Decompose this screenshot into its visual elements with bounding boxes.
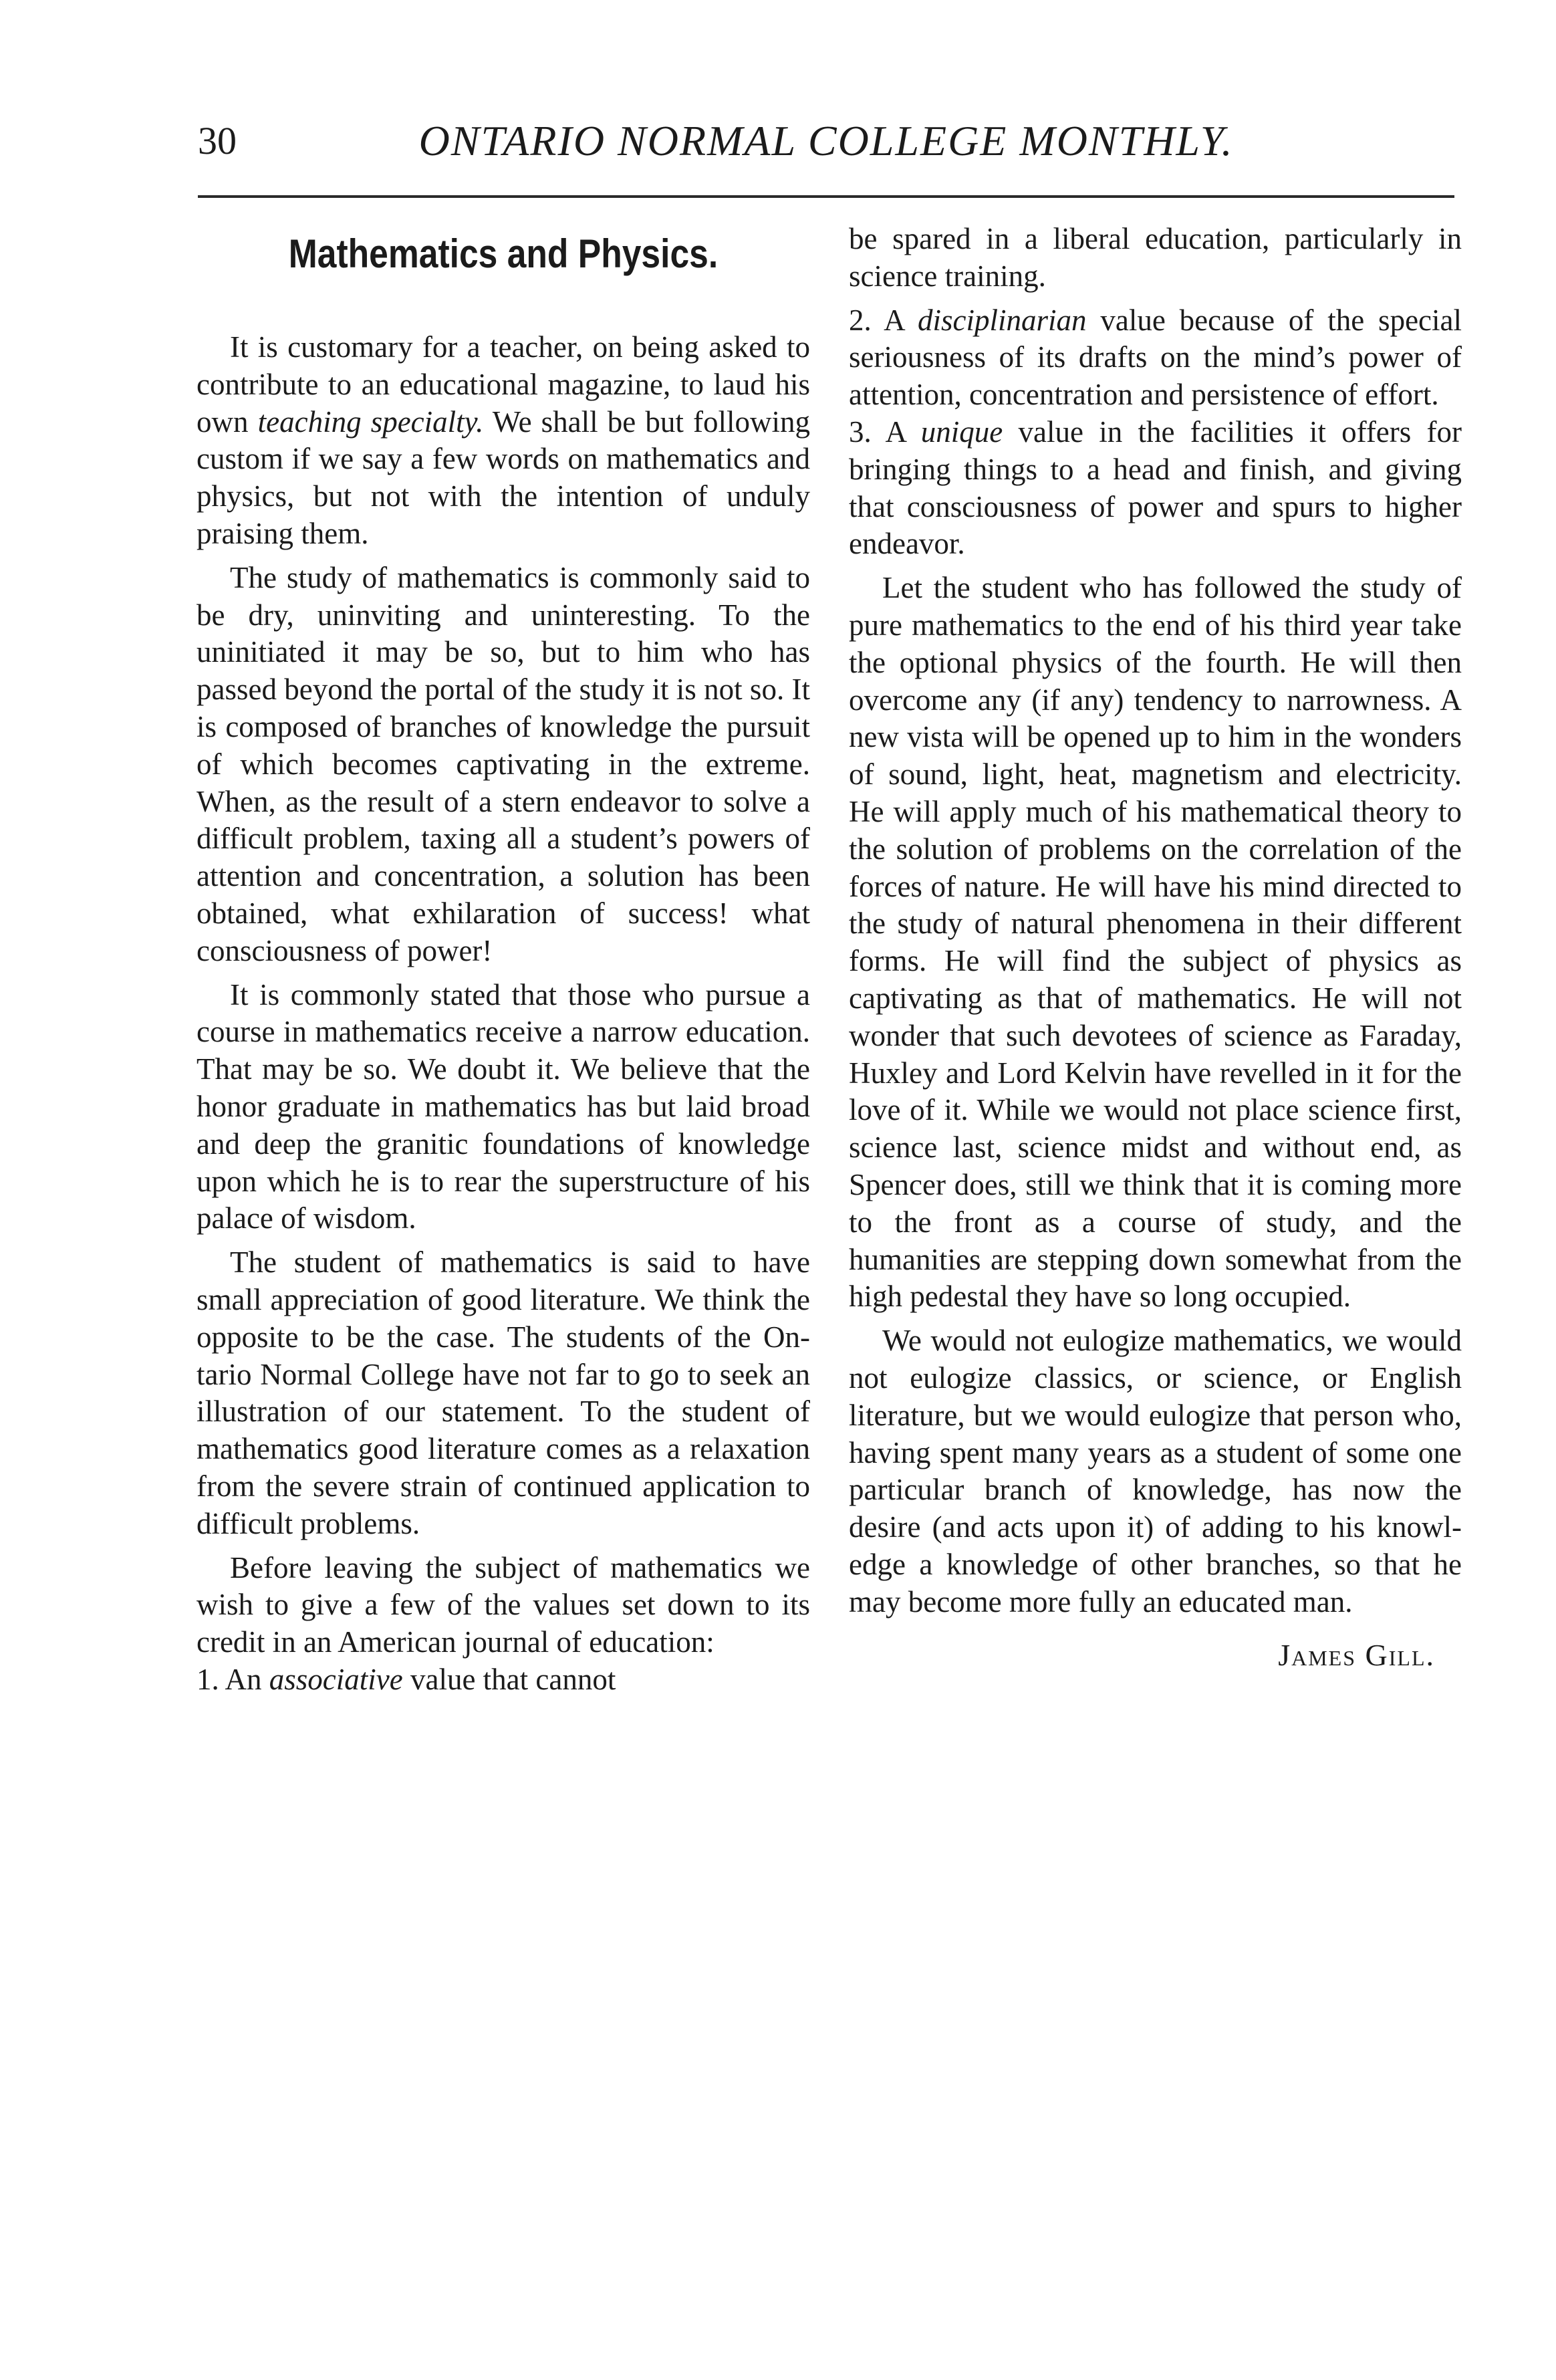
header-rule (198, 195, 1454, 198)
article-title: Mathematics and Physics. (288, 231, 719, 276)
paragraph: Let the student who has followed the study of pure mathematics to the end of his third year take the optional physics of the fourth. He will then overcome any (if any) tendency to narrowness. A new vista will be opened up to him in the wonders of sound, light, heat, magnetism and electricity. He will apply much of his mathematical theory to the solution of problems on the correlation of the forces of nature. He will have his mind directed to the study of natural phenomena in their different forms. He will find the subject of physics as captivating as that of mathematics. He will not wonder that such devotees of science as Faraday, Huxley and Lord Kelvin have revelled in it for the love of it. While we would not place science first, science last, science midst and without end, as Spencer does, still we think that it is coming more to the front as a course of study, and the humanities are stepping down somewhat from the high pedestal they have so long occupied. (849, 571, 1462, 1314)
running-head: ONTARIO NORMAL COLLEGE MONTHLY. (418, 117, 1234, 164)
right-column (849, 221, 1462, 1674)
paragraph: We would not eulogize mathematics, we would not eulogize classics, or science, or English literature, but we would eulogize that person who, having spent many years as a student of some one particular branch of knowledge, has now the desire (and acts upon it) of adding to his knowledge a knowledge of other branches, so that he may become more fully an educated man. (849, 1324, 1462, 1619)
page-header (198, 112, 1454, 171)
list-item: 1. An associative value that cannot (197, 1662, 616, 1696)
paragraph: The study of mathematics is commonly said to be dry, uninviting and uninteresting. To the uninitiated it may be so, but to him who has passed beyond the portal of the study it is not so. It is composed of branches of knowledge the pursuit of which becomes captivating in the extreme. When, as the result of a stern endeavor to solve a difficult problem, taxing all a student’s powers of attention and concentration, a solution has been obtained, what exhilaration of success! what consciousness of power! (197, 560, 810, 967)
list-item-continued: be spared in a liberal education, particularly in science training. (849, 222, 1462, 293)
paragraph: It is commonly stated that those who pursue a course in mathematics receive a narrow education. That may be so. We doubt it. We believe that the honor graduate in mathematics has but laid broad and deep the granitic foundations of knowledge upon which he is to rear the superstructure of his palace of wisdom. (197, 977, 810, 1235)
paragraph: It is customary for a teacher, on being asked to contribute to an educational magazine, to laud his own teaching specialty. We shall be but following custom if we say a few words on mathematics and physics, but not with the intention of unduly praising them. (197, 330, 810, 550)
paragraph: Before leaving the subject of mathematics we wish to give a few of the values set down to its credit in an American journal of education: (197, 1550, 810, 1659)
list-item: 2. A disciplinarian value because of the special seriousness of its drafts on the mind’s power of attention, concentration and persistence of effort. (849, 303, 1462, 412)
left-column (197, 221, 810, 1699)
list-item: 3. A unique value in the facilities it offers for bringing things to a head and finish, and giving that consciousness of power and spurs to higher endeavor. (849, 414, 1462, 561)
paragraph: The student of mathematics is said to have small appreciation of good literature. We think the opposite to be the case. The students of the Ontario Normal College have not far to go to seek an illustration of our statement. To the student of mathematics good literature comes as a relaxation from the severe strain of continued application to difficult problems. (197, 1245, 810, 1540)
page-number: 30 (198, 119, 237, 162)
author-signature: James Gill. (1278, 1638, 1435, 1673)
